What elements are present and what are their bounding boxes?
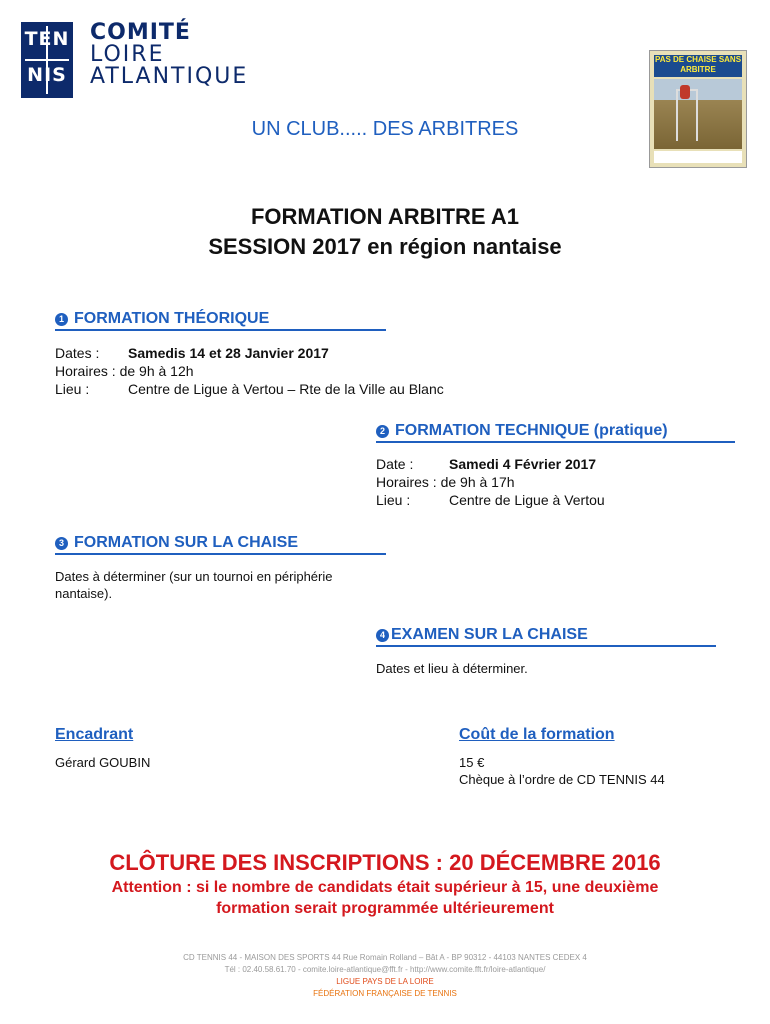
lieu-label: Lieu : xyxy=(376,492,411,508)
lieu-value: Centre de Ligue à Vertou xyxy=(449,492,605,508)
date-value: Samedi 4 Février 2017 xyxy=(449,456,597,472)
footer-contact: Tél : 02.40.58.61.70 - comite.loire-atlantique@fft.fr - http://www.comite.fft.fr/loire-atlantique/ xyxy=(224,965,546,974)
cout-note: Chèque à l’ordre de CD TENNIS 44 xyxy=(459,772,665,787)
chaise-text-line2: nantaise). xyxy=(55,586,113,601)
tennis-logo xyxy=(21,22,73,98)
section-theorique-title xyxy=(55,310,386,331)
encadrant-name: Gérard GOUBIN xyxy=(55,755,151,770)
poster-footer xyxy=(654,151,742,163)
poster-title: PAS DE CHAISE SANS ARBITRE xyxy=(654,55,742,77)
cout-title: Coût de la formation xyxy=(459,726,615,743)
lieu-label: Lieu : xyxy=(55,381,90,397)
bullet-1-icon: 1 xyxy=(55,313,68,326)
encadrant-title: Encadrant xyxy=(55,726,134,743)
horaires-label: Horaires : xyxy=(55,363,116,379)
footer-address: CD TENNIS 44 - MAISON DES SPORTS 44 Rue Romain Rolland – Bât A - BP 90312 - 44103 NANTES CEDEX 4 xyxy=(183,953,587,962)
date-label: Date : xyxy=(376,456,414,472)
logo-text-loire: LOIRE xyxy=(90,42,165,67)
section-examen-title xyxy=(376,626,716,647)
footer-ligue: LIGUE PAYS DE LA LOIRE xyxy=(336,977,434,986)
attention-line1: Attention : si le nombre de candidats était supérieur à 15, une deuxième xyxy=(111,879,659,896)
horaires-value: de 9h à 17h xyxy=(440,474,515,490)
logo-text-comite: COMITÉ xyxy=(90,20,191,45)
attention-line2: formation serait programmée ultérieurement xyxy=(216,900,554,917)
bullet-2-icon: 2 xyxy=(376,425,389,438)
section-chaise-title xyxy=(55,534,386,555)
footer xyxy=(0,952,770,1000)
main-title-line1: FORMATION ARBITRE A1 xyxy=(250,204,520,229)
section-technique-label: FORMATION TECHNIQUE (pratique) xyxy=(395,422,668,439)
section-theorique-info xyxy=(55,344,444,398)
horaires-value: de 9h à 12h xyxy=(119,363,194,379)
logo-wordmark xyxy=(90,22,248,88)
section-technique-info xyxy=(376,455,605,509)
examen-text: Dates et lieu à déterminer. xyxy=(376,661,528,676)
poster-thumbnail xyxy=(649,50,747,168)
bullet-4-icon: 4 xyxy=(376,629,389,642)
logo-box-line1: TEN xyxy=(24,28,70,50)
chaise-text-line1: Dates à déterminer (sur un tournoi en périphérie xyxy=(55,569,333,584)
section-examen-label: EXAMEN SUR LA CHAISE xyxy=(391,626,588,643)
cout-price: 15 € xyxy=(459,755,485,770)
cloture-title: CLÔTURE DES INSCRIPTIONS : 20 DÉCEMBRE 2016 xyxy=(109,850,661,875)
logo-text-atlantique: ATLANTIQUE xyxy=(90,64,249,89)
logo-box-line2: NIS xyxy=(27,64,67,86)
footer-federation: FÉDÉRATION FRANÇAISE DE TENNIS xyxy=(313,989,457,998)
tagline: UN CLUB..... DES ARBITRES xyxy=(251,118,519,140)
section-chaise-label: FORMATION SUR LA CHAISE xyxy=(74,534,298,551)
section-theorique-label: FORMATION THÉORIQUE xyxy=(74,310,270,327)
lieu-value: Centre de Ligue à Vertou – Rte de la Ville au Blanc xyxy=(128,381,444,397)
section-chaise-text xyxy=(55,568,385,602)
person-icon xyxy=(680,85,690,99)
dates-label: Dates : xyxy=(55,345,100,361)
bullet-3-icon: 3 xyxy=(55,537,68,550)
horaires-label: Horaires : xyxy=(376,474,437,490)
section-technique-title xyxy=(376,422,735,443)
main-title-line2: SESSION 2017 en région nantaise xyxy=(208,234,562,259)
dates-value: Samedis 14 et 28 Janvier 2017 xyxy=(128,345,329,361)
